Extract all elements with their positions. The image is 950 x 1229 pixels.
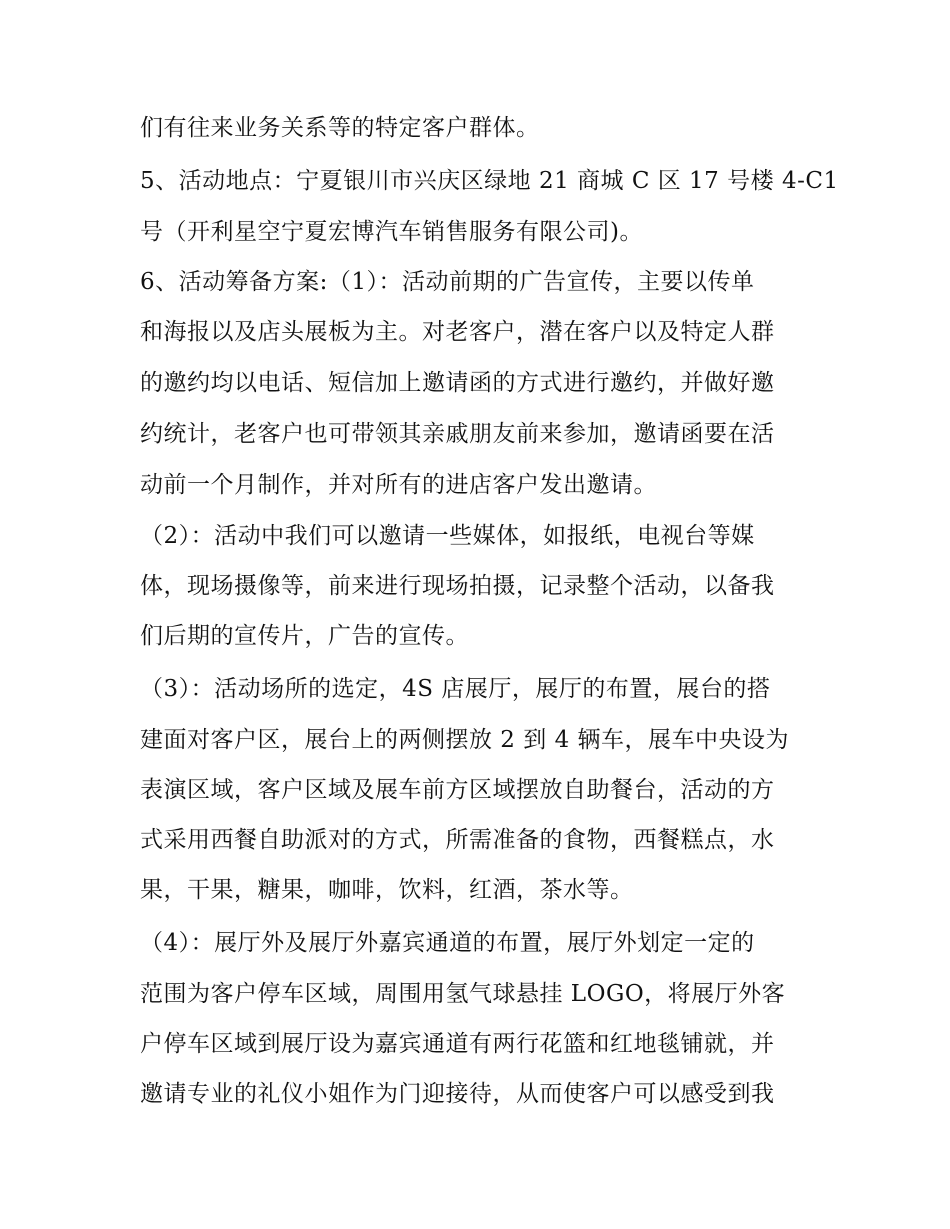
- text-line: 式采用西餐自助派对的方式，所需准备的食物，西餐糕点，水: [140, 827, 775, 853]
- text-line: 表演区域，客户区域及展车前方区域摆放自助餐台，活动的方: [140, 777, 775, 803]
- text-line: 果，干果，糖果，咖啡，饮料，红酒，茶水等。: [140, 877, 634, 903]
- text-line: （4）：展厅外及展厅外嘉宾通道的布置，展厅外划定一定的: [140, 930, 755, 956]
- text-line: 约统计，老客户也可带领其亲戚朋友前来参加，邀请函要在活: [140, 421, 775, 447]
- text-line: 们有往来业务关系等的特定客户群体。: [140, 115, 540, 141]
- text-line: 6、活动筹备方案:（1）：活动前期的广告宣传，主要以传单: [140, 269, 755, 295]
- text-line: 和海报以及店头展板为主。对老客户，潜在客户以及特定人群: [140, 319, 775, 345]
- text-line: 建面对客户区，展台上的两侧摆放 2 到 4 辆车，展车中央设为: [140, 727, 790, 753]
- text-line: 的邀约均以电话、短信加上邀请函的方式进行邀约，并做好邀: [140, 370, 775, 396]
- text-line: 户停车区域到展厅设为嘉宾通道有两行花篮和红地毯铺就，并: [140, 1031, 775, 1057]
- text-line: 体，现场摄像等，前来进行现场拍摄，记录整个活动，以备我: [140, 573, 775, 599]
- text-line: （2）：活动中我们可以邀请一些媒体，如报纸，电视台等媒: [140, 523, 755, 549]
- text-line: 号（开利星空宁夏宏博汽车销售服务有限公司)。: [140, 219, 643, 245]
- text-line: 动前一个月制作，并对所有的进店客户发出邀请。: [140, 472, 657, 498]
- text-line: 们后期的宣传片，广告的宣传。: [140, 623, 469, 649]
- text-line: 邀请专业的礼仪小姐作为门迎接待，从而使客户可以感受到我: [140, 1081, 775, 1107]
- text-line: 5、活动地点：宁夏银川市兴庆区绿地 21 商城 C 区 17 号楼 4-C1: [140, 168, 839, 194]
- text-line: 范围为客户停车区域，周围用氢气球悬挂 LOGO，将展厅外客: [140, 981, 786, 1007]
- text-line: （3）：活动场所的选定，4S 店展厅，展厅的布置，展台的搭: [140, 676, 771, 702]
